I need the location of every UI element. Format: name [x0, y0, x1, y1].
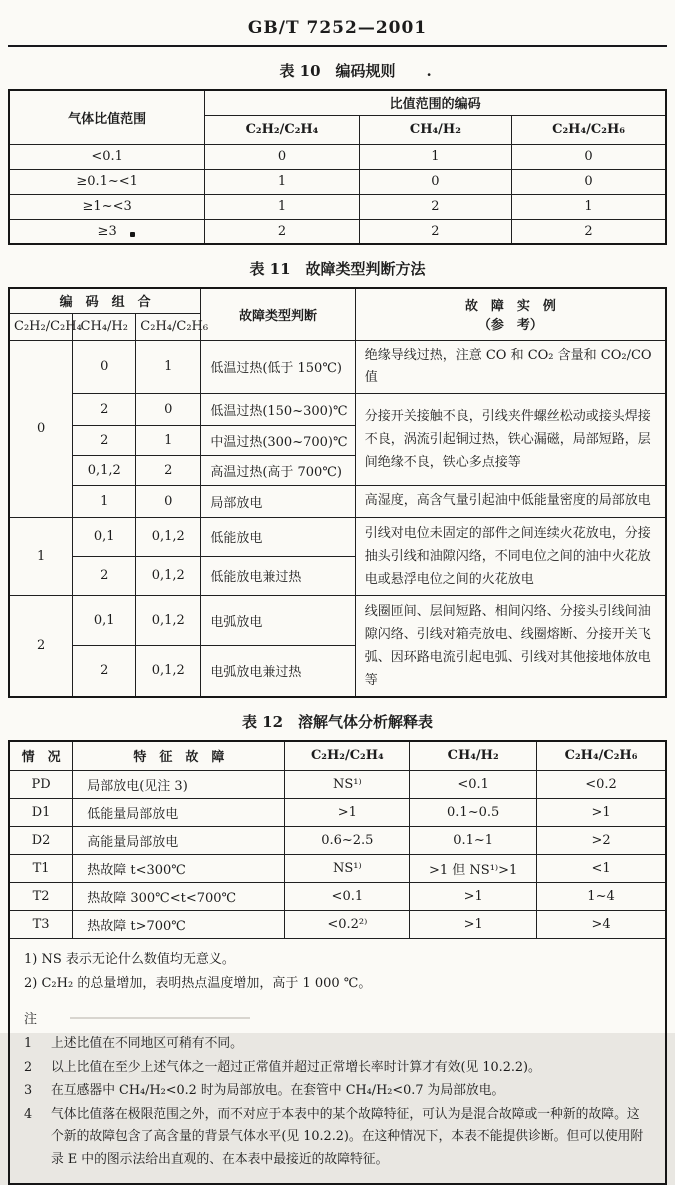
table-row [9, 340, 666, 393]
footnote-1: 1) NS 表示无论什么数值均无意义。 [24, 948, 651, 972]
case-header: 情 况 [9, 741, 73, 771]
fault-judgment-header: 故障类型判断 [201, 288, 355, 340]
table-row [9, 485, 666, 517]
case-cell: T3 [9, 911, 73, 939]
ratio-col-header: C₂H₂/C₂H₄ [285, 741, 410, 771]
table11-header-row-1 [9, 288, 666, 313]
code-combination-header: 编 码 组 合 [9, 288, 201, 313]
table12-header-row [9, 741, 666, 771]
code-cell: 2 [359, 219, 511, 244]
code-cell: 0 [73, 340, 136, 393]
code-group-cell: 0 [9, 340, 73, 517]
table-row [9, 517, 666, 556]
value-cell: >1 [410, 883, 537, 911]
table-row [9, 144, 666, 169]
note-number: 1 [24, 1033, 51, 1056]
code-cell: 2 [73, 646, 136, 697]
range-cell: ≥0.1~<1 [9, 169, 205, 194]
example-cell: 高湿度，高含气量引起油中低能量密度的局部放电 [355, 485, 666, 517]
fault-cell: 热故障 t>700℃ [73, 911, 285, 939]
code-cell: 1 [205, 194, 359, 219]
table-row [9, 911, 666, 939]
range-cell [9, 219, 205, 244]
table12-title: 表 12 溶解气体分析解释表 [8, 711, 667, 732]
table-row [9, 393, 666, 425]
table12-dga-interpretation [8, 740, 667, 1185]
table11-fault-type-judgment [8, 287, 667, 698]
table-row [9, 194, 666, 219]
value-cell: >1 但 NS¹⁾>1 [410, 855, 537, 883]
table10-header-row-1 [9, 90, 666, 115]
fault-cell: 热故障 t<300℃ [73, 855, 285, 883]
judgment-cell: 低能放电兼过热 [201, 556, 355, 595]
fault-cell: 局部放电(见注 3) [73, 771, 285, 799]
case-cell: T1 [9, 855, 73, 883]
notes-label: 注 [24, 1008, 651, 1032]
stray-ink-dot: . [426, 62, 431, 80]
table-row [9, 219, 666, 244]
note-number: 4 [24, 1104, 51, 1172]
table10-coding-rules [8, 89, 667, 245]
example-cell: 分接开关接触不良，引线夹件螺丝松动或接头焊接不良，涡流引起铜过热，铁心漏磁，局部短路，层间绝缘不良，铁心多点接等 [355, 393, 666, 485]
table-row [9, 169, 666, 194]
example-cell: 线圈匝间、层间短路、相间闪络、分接头引线间油隙闪络、引线对箱壳放电、线圈熔断、分接开关飞弧、因环路电流引起电弧、引线对其他接地体放电等 [355, 595, 666, 697]
table-row [9, 855, 666, 883]
value-cell: >1 [285, 799, 410, 827]
code-cell: 2 [512, 219, 666, 244]
value-cell: 1~4 [537, 883, 666, 911]
fault-cell: 高能量局部放电 [73, 827, 285, 855]
ratio-col-header: C₂H₂/C₂H₄ [205, 115, 359, 144]
judgment-cell: 低能放电 [201, 517, 355, 556]
code-cell: 0,1,2 [73, 455, 136, 485]
ratio-col-header: C₂H₄/C₂H₆ [136, 313, 201, 340]
footnote-2: 2) C₂H₂ 的总量增加，表明热点温度增加，高于 1 000 ℃。 [24, 972, 651, 996]
case-cell: D1 [9, 799, 73, 827]
code-cell: 0 [512, 144, 666, 169]
ratio-col-header: C₂H₄/C₂H₆ [512, 115, 666, 144]
code-cell: 0,1,2 [136, 595, 201, 646]
code-cell: 1 [512, 194, 666, 219]
code-group-cell: 2 [9, 595, 73, 697]
note-item [24, 1057, 651, 1080]
scan-artifact [70, 1017, 250, 1019]
code-cell: 2 [73, 425, 136, 455]
code-cell: 1 [205, 169, 359, 194]
code-cell: 0,1,2 [136, 556, 201, 595]
note-text: 上述比值在不同地区可稍有不同。 [51, 1033, 651, 1056]
ink-speck [130, 232, 135, 237]
code-cell: 1 [136, 425, 201, 455]
value-cell: >2 [537, 827, 666, 855]
code-cell: 0,1,2 [136, 517, 201, 556]
code-group-cell: 1 [9, 517, 73, 595]
code-cell: 2 [73, 393, 136, 425]
value-cell: NS¹⁾ [285, 771, 410, 799]
table10-title-text: 表 10 编码规则 [279, 62, 395, 80]
value-cell: >1 [537, 799, 666, 827]
note-item [24, 1104, 651, 1172]
value-cell: >4 [537, 911, 666, 939]
code-cell: 0 [512, 169, 666, 194]
ratio-col-header: CH₄/H₂ [73, 313, 136, 340]
code-cell: 0 [205, 144, 359, 169]
value-cell: >1 [410, 911, 537, 939]
table12-notes-row [9, 939, 666, 1185]
fault-cell: 低能量局部放电 [73, 799, 285, 827]
code-cell: 1 [73, 485, 136, 517]
note-text: 在互感器中 CH₄/H₂<0.2 时为局部放电。在套管中 CH₄/H₂<0.7 为局部放电。 [51, 1080, 651, 1103]
table10-title [8, 60, 667, 81]
note-text: 气体比值落在极限范围之外，而不对应于本表中的某个故障特征，可认为是混合故障或一种新的故障。这个新的故障包含了高含量的背景气体水平(见 10.2.2)。在这种情况下，本表不能提供诊断。但可以使用附录 E 中的图示法给出直观的、在本表中最接近的故障特征。 [51, 1104, 651, 1172]
ratio-col-header: C₂H₄/C₂H₆ [537, 741, 666, 771]
case-cell: T2 [9, 883, 73, 911]
code-cell: 1 [136, 340, 201, 393]
ratio-col-header: C₂H₂/C₂H₄ [9, 313, 73, 340]
table-row [9, 827, 666, 855]
ratio-col-header: CH₄/H₂ [410, 741, 537, 771]
example-cell: 引线对电位未固定的部件之间连续火花放电，分接抽头引线和油隙闪络，不同电位之间的油中火花放电或悬浮电位之间的火花放电 [355, 517, 666, 595]
code-cell: 2 [136, 455, 201, 485]
value-cell: NS¹⁾ [285, 855, 410, 883]
range-cell: <0.1 [9, 144, 205, 169]
standard-code-header: GB/T 7252—2001 [8, 12, 667, 38]
code-cell: 2 [205, 219, 359, 244]
ratio-col-header: CH₄/H₂ [359, 115, 511, 144]
code-cell: 0,1 [73, 595, 136, 646]
judgment-cell: 低温过热(150~300)℃ [201, 393, 355, 425]
fault-example-header [355, 288, 666, 340]
value-cell: <0.1 [285, 883, 410, 911]
judgment-cell: 高温过热(高于 700℃) [201, 455, 355, 485]
fault-example-header-line2: （参 考） [360, 314, 661, 333]
code-cell: 0 [359, 169, 511, 194]
note-item [24, 1033, 651, 1056]
judgment-cell: 局部放电 [201, 485, 355, 517]
value-cell: <0.2 [537, 771, 666, 799]
value-cell: 0.6~2.5 [285, 827, 410, 855]
gas-ratio-range-header: 气体比值范围 [9, 90, 205, 144]
judgment-cell: 电弧放电 [201, 595, 355, 646]
table-row [9, 799, 666, 827]
table-row [9, 595, 666, 646]
range-cell: ≥1~<3 [9, 194, 205, 219]
example-cell: 绝缘导线过热，注意 CO 和 CO₂ 含量和 CO₂/CO 值 [355, 340, 666, 393]
value-cell: <1 [537, 855, 666, 883]
fault-cell: 热故障 300℃<t<700℃ [73, 883, 285, 911]
characteristic-fault-header: 特 征 故 障 [73, 741, 285, 771]
code-cell: 0 [136, 485, 201, 517]
notes-area [9, 939, 666, 1185]
note-item [24, 1080, 651, 1103]
value-cell: 0.1~1 [410, 827, 537, 855]
table11-title: 表 11 故障类型判断方法 [8, 258, 667, 279]
fault-example-header-line1: 故 障 实 例 [360, 295, 661, 314]
value-cell: <0.2²⁾ [285, 911, 410, 939]
table-row [9, 883, 666, 911]
value-cell: 0.1~0.5 [410, 799, 537, 827]
code-cell: 2 [73, 556, 136, 595]
note-number: 3 [24, 1080, 51, 1103]
code-cell: 2 [359, 194, 511, 219]
range-value: ≥3 [98, 224, 117, 239]
case-cell: D2 [9, 827, 73, 855]
code-cell: 0 [136, 393, 201, 425]
code-cell: 0,1 [73, 517, 136, 556]
judgment-cell: 中温过热(300~700)℃ [201, 425, 355, 455]
header-rule [8, 45, 667, 47]
code-cell: 1 [359, 144, 511, 169]
table-row [9, 771, 666, 799]
case-cell: PD [9, 771, 73, 799]
judgment-cell: 电弧放电兼过热 [201, 646, 355, 697]
value-cell: <0.1 [410, 771, 537, 799]
judgment-cell: 低温过热(低于 150℃) [201, 340, 355, 393]
code-group-header: 比值范围的编码 [205, 90, 666, 115]
note-text: 以上比值在至少上述气体之一超过正常值并超过正常增长率时计算才有效(见 10.2.2)。 [51, 1057, 651, 1080]
note-number: 2 [24, 1057, 51, 1080]
code-cell: 0,1,2 [136, 646, 201, 697]
